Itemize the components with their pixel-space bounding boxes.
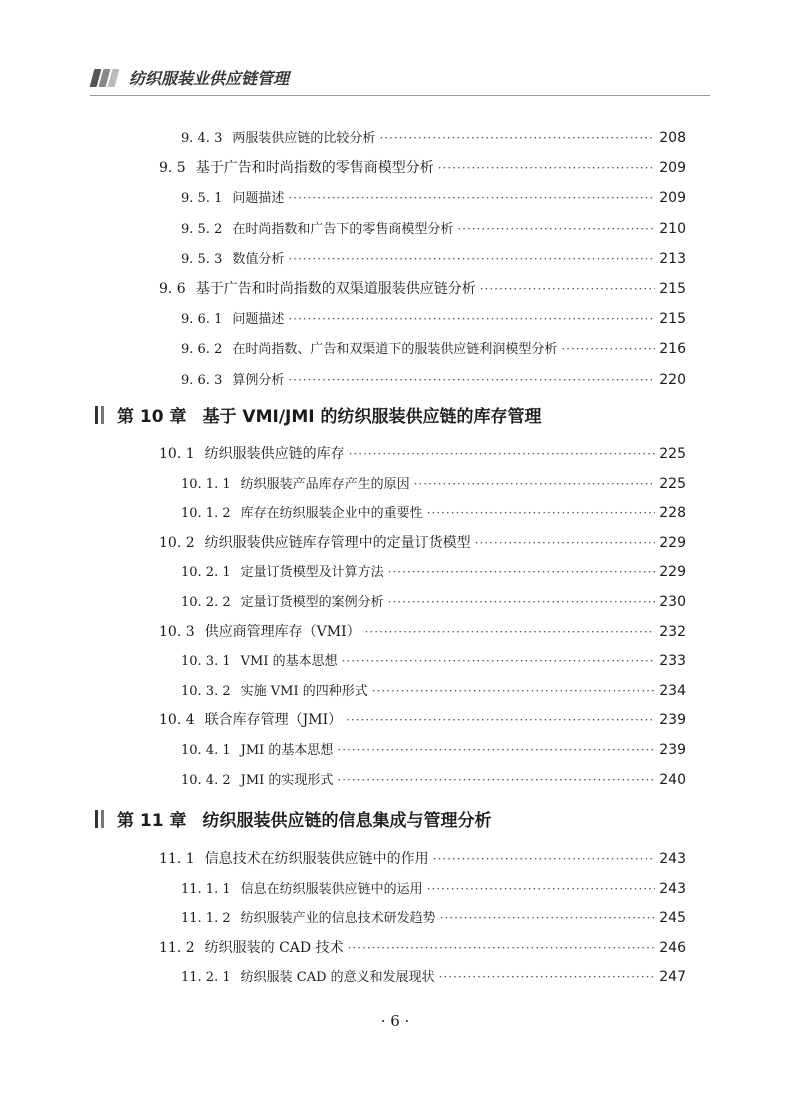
section-number: 11. 2 [159, 939, 195, 956]
toc-entry[interactable] [159, 938, 686, 958]
chapter-label: 第 11 章 [117, 811, 187, 831]
page-ref: 240 [659, 771, 686, 788]
dot-leader [439, 967, 656, 987]
dot-leader [379, 128, 655, 148]
section-title: 信息技术在纺织服装供应链中的作用 [204, 851, 429, 867]
toc-entry[interactable] [181, 770, 686, 790]
toc-entry[interactable] [181, 562, 686, 582]
page-ref: 209 [659, 160, 686, 177]
page-ref: 229 [659, 564, 686, 581]
section-number: 9. 6 [159, 281, 186, 297]
dot-leader [342, 651, 656, 671]
section-title: VMI 的基本思想 [240, 654, 338, 670]
page-ref: 247 [659, 969, 686, 985]
page-ref: 229 [659, 534, 686, 551]
dot-leader [288, 309, 655, 329]
section-title: 供应商管理库存（VMI） [204, 623, 361, 640]
section-title: 定量订货模型的案例分析 [240, 595, 384, 610]
page-ref: 232 [659, 623, 686, 640]
section-number: 11. 1. 1 [181, 881, 231, 897]
toc-entry[interactable] [181, 967, 686, 987]
header-divider [90, 95, 710, 96]
section-title: 纺织服装产品库存产生的原因 [240, 476, 410, 492]
page-ref: 228 [659, 505, 686, 522]
section-title: 纺织服装的 CAD 技术 [204, 939, 344, 956]
toc-entry[interactable] [181, 339, 686, 359]
section-number: 10. 3 [159, 623, 195, 640]
section-title: 实施 VMI 的四种形式 [240, 683, 368, 699]
page-ref: 234 [659, 682, 686, 699]
page-ref: 215 [659, 281, 686, 297]
toc-entry[interactable] [181, 309, 686, 329]
toc-entry[interactable] [181, 651, 686, 671]
section-number: 10. 4. 2 [181, 772, 231, 788]
page-ref: 225 [659, 475, 686, 492]
section-title: 基于广告和时尚指数的双渠道服装供应链分析 [195, 281, 476, 297]
section-number: 11. 2. 1 [181, 970, 231, 985]
toc-entry[interactable] [159, 158, 686, 178]
book-title: 纺织服装业供应链管理 [129, 69, 290, 88]
toc-entry[interactable] [181, 219, 686, 239]
dot-leader [349, 444, 656, 464]
chapter-heading[interactable] [95, 402, 542, 427]
toc-entry[interactable] [181, 740, 686, 760]
section-number: 9. 5. 3 [181, 251, 223, 267]
page-ref: 216 [659, 341, 686, 358]
page-ref: 233 [659, 653, 686, 670]
section-number: 10. 2. 2 [181, 595, 231, 610]
page-ref: 230 [659, 594, 686, 610]
toc-entry[interactable] [181, 503, 686, 523]
dot-leader [414, 474, 656, 494]
dot-leader [346, 710, 655, 730]
dot-leader [388, 562, 656, 582]
header-stripes-icon [92, 69, 119, 87]
dot-leader [480, 279, 656, 299]
section-number: 11. 1. 2 [181, 911, 231, 926]
page-ref: 210 [659, 220, 686, 237]
page-ref: 208 [659, 130, 686, 146]
dot-leader [457, 219, 655, 239]
section-number: 11. 1 [159, 851, 195, 867]
dot-leader [337, 740, 655, 760]
page-ref: 239 [659, 712, 686, 729]
dot-leader [475, 533, 656, 553]
dot-leader [288, 370, 655, 390]
section-title: 联合库存管理（JMI） [204, 712, 343, 729]
toc-entry[interactable] [159, 622, 686, 642]
running-header [92, 66, 289, 89]
section-title: 纺织服装产业的信息技术研发趋势 [240, 911, 436, 926]
dot-leader [288, 188, 655, 208]
toc-entry[interactable] [159, 710, 686, 730]
toc-entry[interactable] [181, 249, 686, 269]
chapter-title: 纺织服装供应链的信息集成与管理分析 [202, 811, 492, 831]
chapter-title: 基于 VMI/JMI 的纺织服装供应链的库存管理 [202, 407, 542, 427]
toc-entry[interactable] [181, 681, 686, 701]
page-ref: 209 [659, 190, 686, 207]
dot-leader [438, 158, 656, 178]
section-number: 9. 6. 2 [181, 342, 223, 358]
page-ref: 225 [659, 446, 686, 462]
section-number: 10. 2 [159, 534, 195, 551]
section-title: 信息在纺织服装供应链中的运用 [240, 881, 423, 897]
section-number: 9. 4. 3 [181, 131, 223, 146]
dot-leader [440, 908, 656, 928]
toc-entry[interactable] [181, 592, 686, 612]
dot-leader [337, 770, 655, 790]
section-title: 两服装供应链的比较分析 [232, 131, 376, 146]
dot-leader [288, 249, 655, 269]
section-number: 9. 6. 1 [181, 312, 223, 328]
dot-leader [427, 503, 656, 523]
section-title: 库存在纺织服装企业中的重要性 [240, 506, 423, 522]
section-number: 9. 5. 2 [181, 221, 223, 237]
section-title: 问题描述 [232, 312, 285, 328]
toc-entry[interactable] [159, 444, 686, 464]
page-ref: 246 [659, 939, 686, 956]
section-number: 9. 6. 3 [181, 372, 223, 388]
dot-leader [348, 938, 656, 958]
section-title: 在时尚指数和广告下的零售商模型分析 [232, 221, 454, 237]
section-number: 10. 4 [159, 712, 195, 729]
page-ref: 245 [659, 910, 686, 926]
toc-entry[interactable] [181, 128, 686, 148]
section-title: 纺织服装供应链的库存 [204, 446, 345, 462]
toc-entry[interactable] [159, 279, 686, 299]
toc-entry[interactable] [159, 849, 686, 869]
page-ref: 243 [659, 880, 686, 897]
section-title: 定量订货模型及计算方法 [240, 565, 384, 581]
dot-leader [365, 622, 656, 642]
page-ref: 243 [659, 851, 686, 867]
chapter-bar-icon [95, 406, 107, 424]
section-title: 基于广告和时尚指数的零售商模型分析 [195, 160, 434, 177]
section-number: 10. 1 [159, 446, 195, 462]
dot-leader [427, 879, 656, 899]
section-number: 10. 3. 1 [181, 654, 231, 670]
section-number: 10. 3. 2 [181, 683, 231, 699]
chapter-label: 第 10 章 [117, 407, 187, 427]
page-ref: 215 [659, 311, 686, 328]
toc-entry[interactable] [181, 908, 686, 928]
page-ref: 239 [659, 742, 686, 758]
section-number: 10. 1. 1 [181, 476, 231, 492]
toc-entry[interactable] [181, 879, 686, 899]
section-number: 9. 5 [159, 160, 186, 177]
chapter-bar-icon [95, 810, 107, 828]
section-title: 在时尚指数、广告和双渠道下的服装供应链利润模型分析 [232, 342, 558, 358]
page-number: · 6 · [380, 1012, 410, 1030]
page-ref: 213 [659, 250, 686, 267]
section-title: 问题描述 [232, 191, 285, 207]
dot-leader [388, 592, 656, 612]
section-number: 10. 4. 1 [181, 743, 231, 758]
toc-entry[interactable] [181, 370, 686, 390]
page-ref: 220 [659, 371, 686, 388]
section-number: 10. 2. 1 [181, 565, 231, 581]
section-number: 9. 5. 1 [181, 191, 223, 207]
chapter-heading[interactable] [95, 806, 492, 831]
section-title: 算例分析 [232, 372, 285, 388]
section-number: 10. 1. 2 [181, 506, 231, 522]
section-title: JMI 的实现形式 [240, 772, 334, 788]
section-title: 纺织服装供应链库存管理中的定量订货模型 [204, 534, 471, 551]
toc-entry[interactable] [159, 533, 686, 553]
toc-entry[interactable] [181, 474, 686, 494]
dot-leader [372, 681, 656, 701]
toc-entry[interactable] [181, 188, 686, 208]
dot-leader [561, 339, 655, 359]
section-title: JMI 的基本思想 [240, 743, 334, 758]
section-title: 纺织服装 CAD 的意义和发展现状 [240, 970, 435, 985]
dot-leader [433, 849, 656, 869]
section-title: 数值分析 [232, 251, 285, 267]
